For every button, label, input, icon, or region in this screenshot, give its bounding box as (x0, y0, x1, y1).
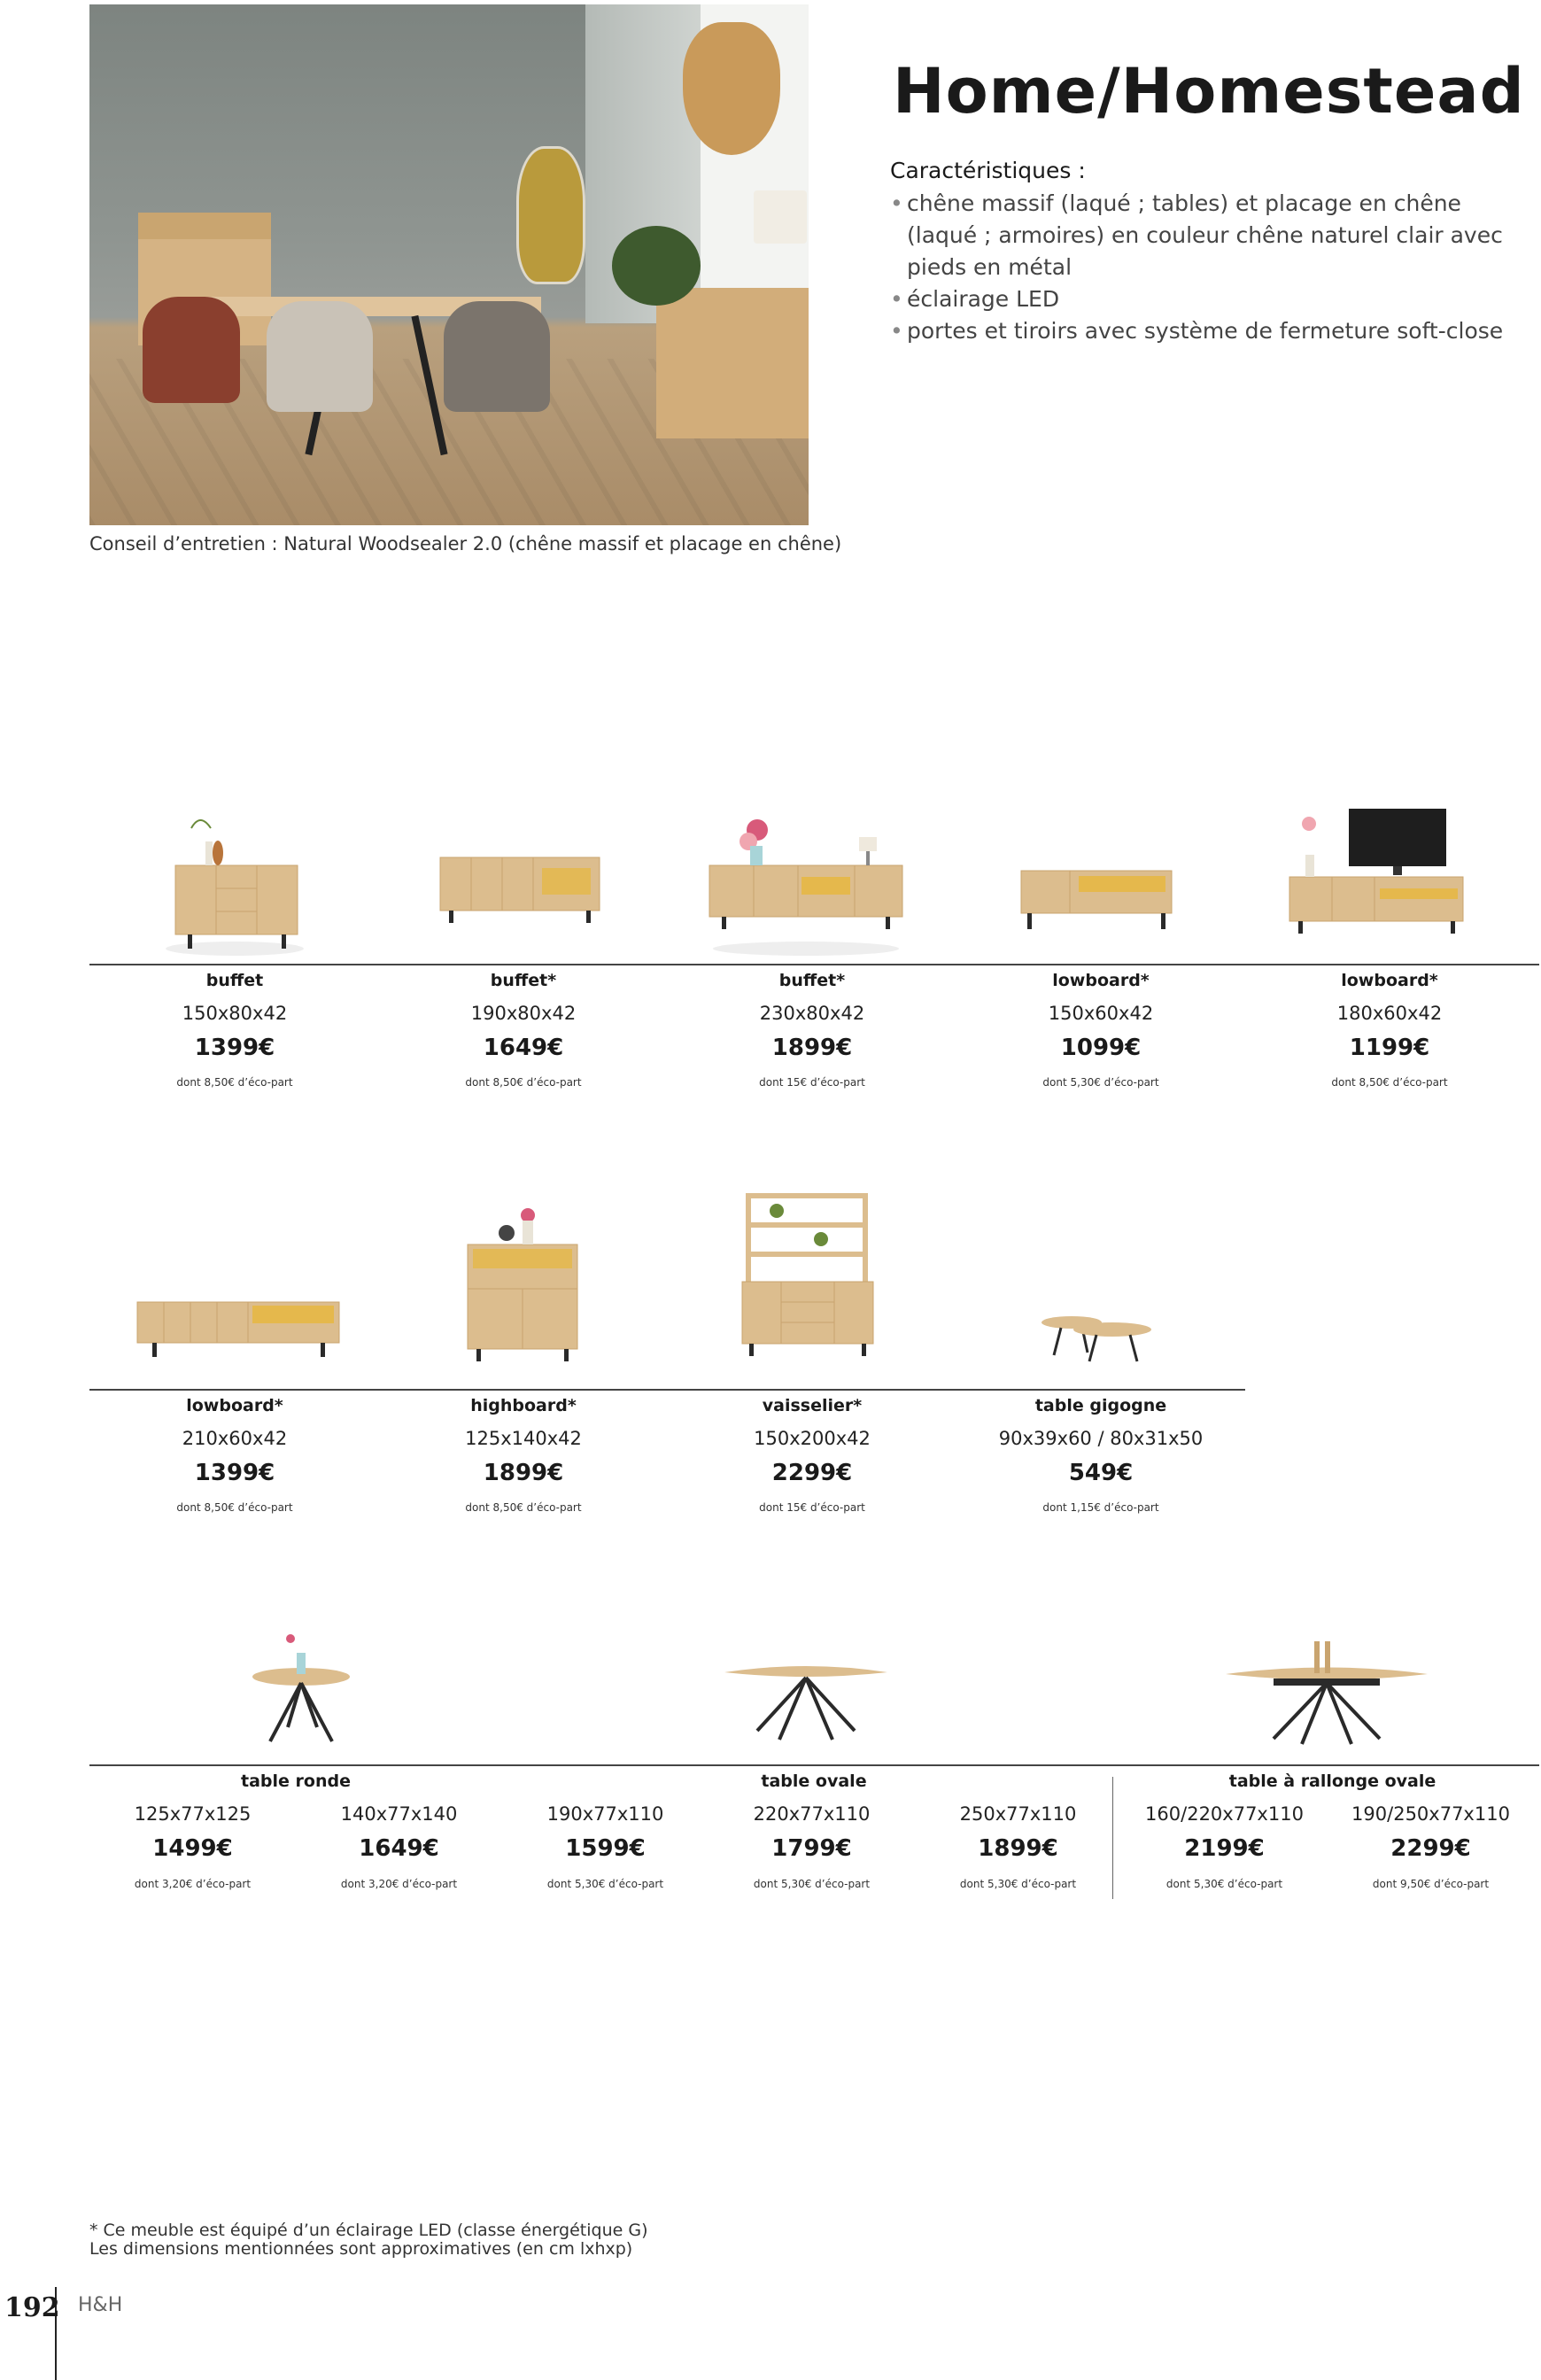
product-name: highboard* (470, 1396, 577, 1415)
product-name: buffet* (778, 971, 846, 990)
product-image-buffet-230 (704, 793, 908, 961)
product-price: 1899€ (771, 1035, 853, 1061)
product-image-lowboard-210 (133, 1293, 345, 1386)
eco-part: dont 15€ d’éco-part (759, 1076, 865, 1089)
product-price: 2299€ (771, 1460, 853, 1486)
eco-part: dont 3,20€ d’éco-part (340, 1878, 458, 1890)
product-dimensions: 125x140x42 (465, 1428, 582, 1449)
eco-part: dont 5,30€ d’éco-part (959, 1878, 1077, 1890)
row3-rule (89, 1764, 1539, 1766)
feature-item: • portes et tiroirs avec système de fermeture soft-close (890, 315, 1510, 347)
product-price: 2199€ (1184, 1835, 1265, 1862)
eco-part: dont 5,30€ d’éco-part (1165, 1878, 1283, 1890)
features-heading: Caractéristiques : (890, 158, 1086, 183)
row1-rule (89, 964, 1539, 965)
hero-photo (89, 4, 809, 525)
product-dimensions: 140x77x140 (340, 1803, 458, 1825)
product-dimensions: 190x77x110 (546, 1803, 664, 1825)
page-title: Home/Homestead (893, 55, 1525, 128)
product-name: vaisselier* (762, 1396, 863, 1415)
eco-part: dont 8,50€ d’éco-part (465, 1501, 582, 1514)
product-image-highboard (461, 1169, 585, 1364)
eco-part: dont 9,50€ d’éco-part (1372, 1878, 1490, 1890)
product-dimensions: 230x80x42 (759, 1003, 865, 1024)
eco-part: dont 3,20€ d’éco-part (134, 1878, 252, 1890)
product-image-buffet-190 (436, 850, 604, 957)
product-price: 1599€ (565, 1835, 646, 1862)
product-name: lowboard* (1341, 971, 1438, 990)
product-price: 1099€ (1060, 1035, 1142, 1061)
product-image-table-rallonge (1220, 1634, 1433, 1748)
product-image-table-ovale (717, 1658, 894, 1747)
product-name: table gigogne (1034, 1396, 1167, 1415)
product-price: 1649€ (359, 1835, 439, 1862)
group-label-table-ronde: table ronde (241, 1771, 351, 1791)
product-image-table-gigogne (1034, 1306, 1158, 1373)
eco-part: dont 5,30€ d’éco-part (546, 1878, 664, 1890)
product-price: 1899€ (483, 1460, 564, 1486)
page-number: 192 (4, 2292, 60, 2323)
product-dimensions: 150x200x42 (754, 1428, 871, 1449)
eco-part: dont 8,50€ d’éco-part (176, 1501, 293, 1514)
product-image-lowboard-180 (1282, 802, 1468, 961)
product-name: buffet (205, 971, 264, 990)
eco-part: dont 8,50€ d’éco-part (1331, 1076, 1448, 1089)
eco-part: dont 1,15€ d’éco-part (1042, 1501, 1159, 1514)
product-name: lowboard* (186, 1396, 283, 1415)
eco-part: dont 8,50€ d’éco-part (176, 1076, 293, 1089)
product-price: 1399€ (194, 1035, 275, 1061)
features-list (890, 188, 1510, 347)
product-dimensions: 190/250x77x110 (1351, 1803, 1510, 1825)
feature-item: • éclairage LED (890, 283, 1510, 315)
row2-rule (89, 1389, 1245, 1391)
care-note: Conseil d’entretien : Natural Woodsealer 2.0 (chêne massif et placage en chêne) (89, 533, 842, 554)
product-dimensions: 90x39x60 / 80x31x50 (998, 1428, 1204, 1449)
footnote-led: * Ce meuble est équipé d’un éclairage LED (classe énergétique G) (89, 2221, 648, 2240)
product-dimensions: 150x80x42 (182, 1003, 288, 1024)
product-image-lowboard-150 (1017, 864, 1176, 961)
product-price: 1899€ (978, 1835, 1058, 1862)
group-label-table-ovale: table ovale (761, 1771, 867, 1791)
product-dimensions: 180x60x42 (1336, 1003, 1443, 1024)
group-label-table-rallonge: table à rallonge ovale (1228, 1771, 1436, 1791)
product-dimensions: 220x77x110 (753, 1803, 871, 1825)
product-dimensions: 125x77x125 (134, 1803, 252, 1825)
eco-part: dont 5,30€ d’éco-part (753, 1878, 871, 1890)
footnote (89, 2221, 648, 2259)
footnote-dimensions: Les dimensions mentionnées sont approximatives (en cm lxhxp) (89, 2239, 633, 2259)
product-price: 549€ (1068, 1460, 1134, 1486)
product-dimensions: 250x77x110 (959, 1803, 1077, 1825)
product-price: 1199€ (1349, 1035, 1430, 1061)
product-dimensions: 190x80x42 (470, 1003, 577, 1024)
product-name: buffet* (490, 971, 557, 990)
product-price: 1799€ (771, 1835, 852, 1862)
product-price: 1649€ (483, 1035, 564, 1061)
product-image-table-ronde (248, 1628, 354, 1748)
eco-part: dont 15€ d’éco-part (759, 1501, 865, 1514)
product-price: 2299€ (1390, 1835, 1471, 1862)
eco-part: dont 8,50€ d’éco-part (465, 1076, 582, 1089)
product-price: 1399€ (194, 1460, 275, 1486)
product-image-vaisselier (737, 1182, 879, 1364)
product-name: lowboard* (1052, 971, 1150, 990)
brand-name: H&H (78, 2294, 123, 2316)
product-dimensions: 160/220x77x110 (1145, 1803, 1304, 1825)
product-price: 1499€ (152, 1835, 233, 1862)
feature-item: • chêne massif (laqué ; tables) et placage en chêne (laqué ; armoires) en couleur chêne naturel clair avec pieds en métal (890, 188, 1510, 283)
product-image-buffet-150 (159, 793, 310, 961)
product-dimensions: 150x60x42 (1048, 1003, 1154, 1024)
product-dimensions: 210x60x42 (182, 1428, 288, 1449)
eco-part: dont 5,30€ d’éco-part (1042, 1076, 1159, 1089)
